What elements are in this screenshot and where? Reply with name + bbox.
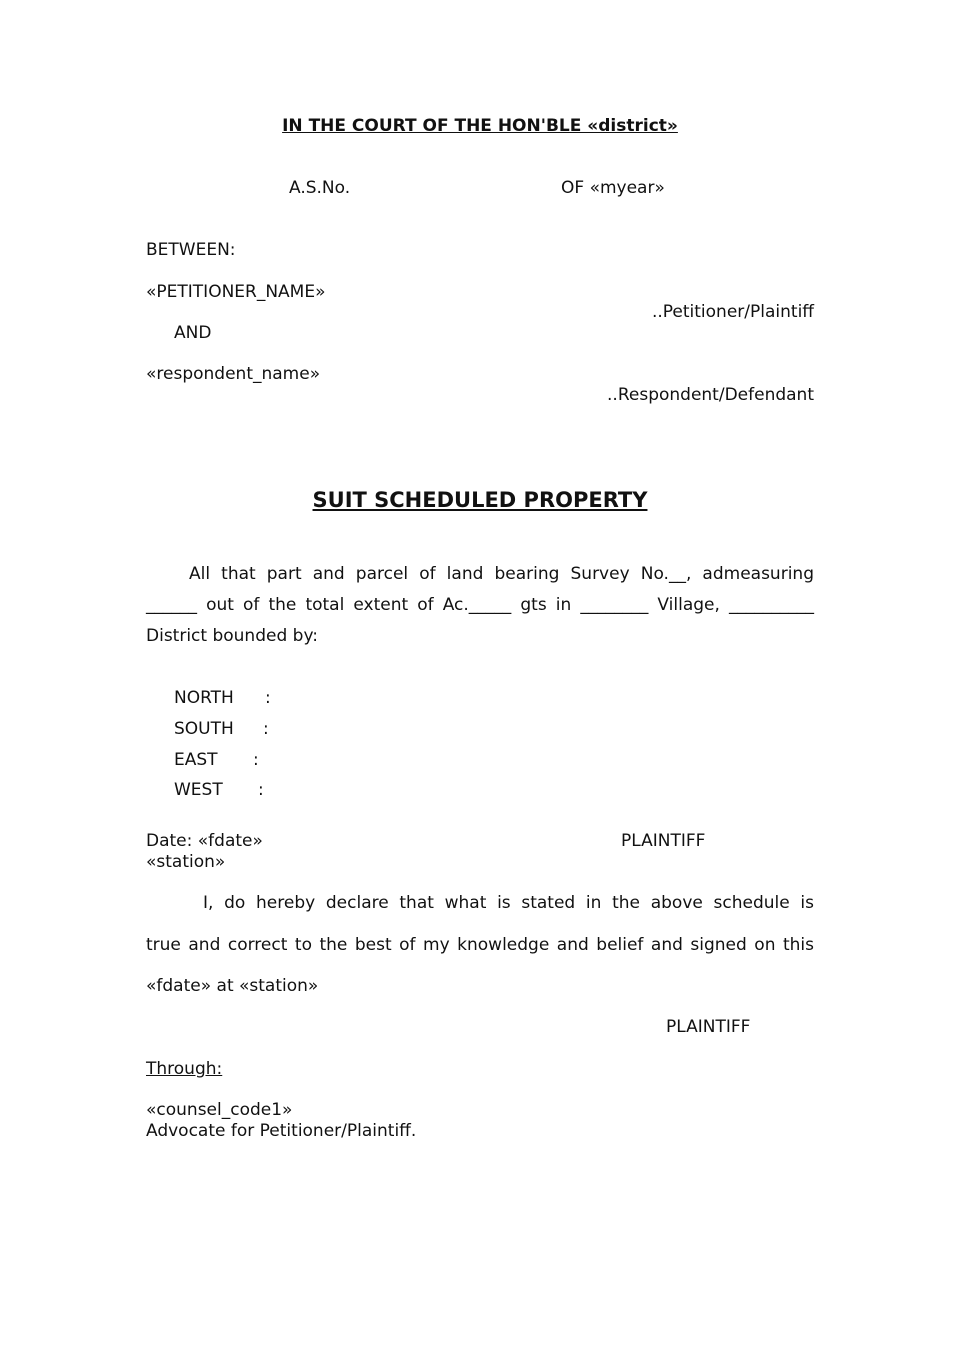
boundary-east-sep: : <box>253 750 259 770</box>
declaration-plaintiff: PLAINTIFF <box>666 1017 751 1037</box>
declaration-line-2: true and correct to the best of my knowledge and belief and signed on this <box>146 935 814 955</box>
signoff-plaintiff: PLAINTIFF <box>621 831 706 851</box>
petitioner-role: ..Petitioner/Plaintiff <box>651 302 814 322</box>
between-label: BETWEEN: <box>146 240 236 260</box>
counsel-role: Advocate for Petitioner/Plaintiff. <box>146 1121 417 1141</box>
boundary-north-label: NORTH <box>174 688 234 708</box>
boundary-west-sep: : <box>258 780 264 800</box>
boundary-east-label: EAST <box>174 750 218 770</box>
schedule-line-1: All that part and parcel of land bearing Survey No.__, admeasuring <box>189 564 814 584</box>
boundary-west-label: WEST <box>174 780 223 800</box>
court-title: IN THE COURT OF THE HON'BLE «district» <box>282 116 678 136</box>
signoff-station: «station» <box>146 852 226 872</box>
through-label: Through: <box>146 1059 223 1079</box>
respondent-name: «respondent_name» <box>146 364 321 384</box>
as-number-label: A.S.No. <box>289 178 351 198</box>
and-label: AND <box>174 323 212 343</box>
respondent-role: ..Respondent/Defendant <box>607 385 814 405</box>
boundary-south-label: SOUTH <box>174 719 234 739</box>
case-year: OF «myear» <box>561 178 665 198</box>
petitioner-name: «PETITIONER_NAME» <box>146 282 326 302</box>
schedule-line-2: ______ out of the total extent of Ac._____ gts in ________ Village, __________ <box>146 595 814 615</box>
boundary-south-sep: : <box>263 719 269 739</box>
counsel-code: «counsel_code1» <box>146 1100 293 1120</box>
signoff-date: Date: «fdate» <box>146 831 263 851</box>
declaration-line-1: I, do hereby declare that what is stated in the above schedule is <box>203 893 814 913</box>
schedule-title: SUIT SCHEDULED PROPERTY <box>312 488 648 512</box>
schedule-line-3: District bounded by: <box>146 626 318 646</box>
boundary-north-sep: : <box>265 688 271 708</box>
declaration-line-3: «fdate» at «station» <box>146 976 319 996</box>
